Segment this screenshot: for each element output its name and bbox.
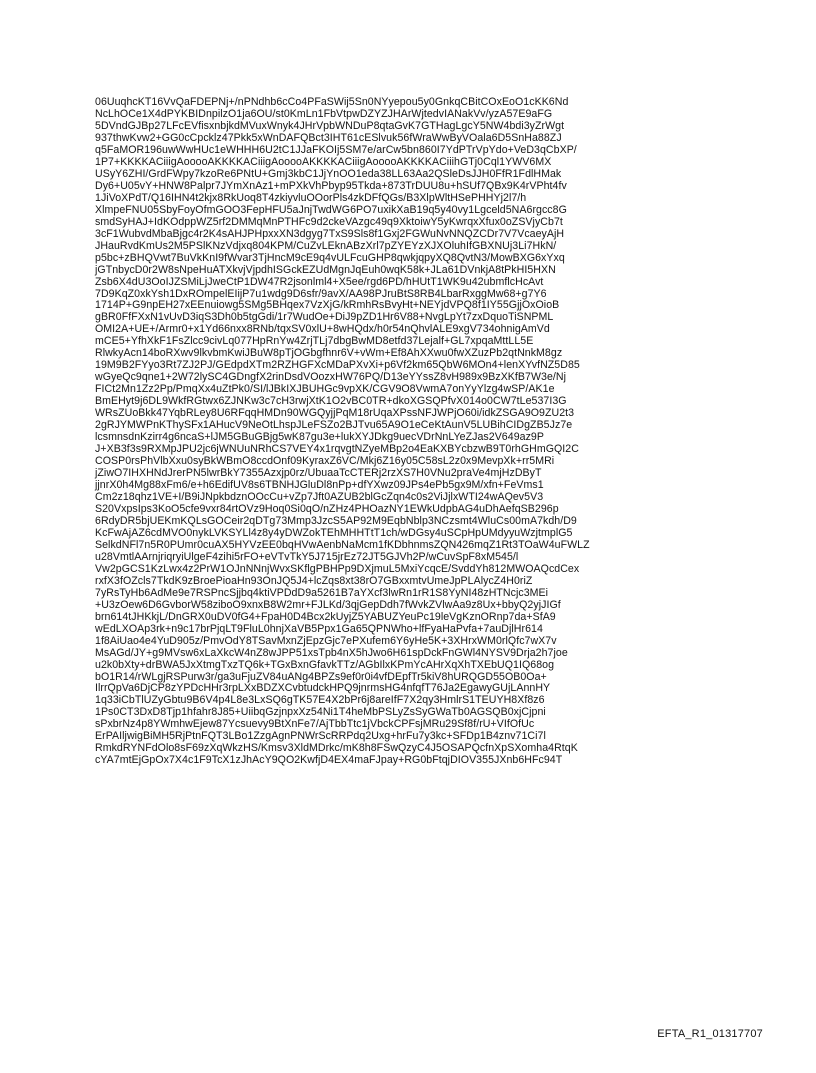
text-line: MsAGd/JY+g9MVsw6xLaXkcW4nZ8wJPP51xsTpb4nX5hJwo6H61spDckFnGWl4NYSV9Drja2h7joe [95,646,568,659]
text-line: 5DVndGJBp27LFcEVfisxnbjkdMVuxWnyk4JHrVpbWNDuP8qtaGvK7GTHagLgcY5NW4bdi3yZrWgt [95,119,565,132]
text-line: jGTnbycD0r2W8sNpeHuATXkvjVjpdhISGckEZUdMgnJqEuh0wqK58k+JLa61DVnkjA8tPkHI5HXN [95,263,556,276]
text-line: jZiwO7IHXHNdJrerPN5lwrBkY7355Azxjp0rz/UbuaaTcCTERj2rzXS7H0VNu2praVe4mjHzDByT [95,467,542,480]
text-line: q5FaMOR196uwWwHUc1eWHHH6U2tC1JJaFKOIj5SM7e/arCw5bn860I7YdPTrVpYdo+VeD3qCbXP/ [95,143,577,156]
text-line: 3cF1WubvdMbaBjgc4r2K4sAHJPHpxxXN3dgyg7TxS9Sls8f1Gxj2FGWuNvNNQZCDr7V7VcaeyAjH [95,227,565,240]
text-line: 1P7+KKKKACiiigAooooAKKKKACiiigAooooAKKKKACiiigAooooAKKKKACiiihGTj0Cql1YWV6MX [95,155,552,168]
text-line: wEdLXOAp3rk+n9c17brPjqLT9FluL0hnjXaVB5Ppx1Ga65QPNWho+lfFyaHaPvfa+7auDjlHr614 [95,622,543,635]
text-line: Dy6+U05vY+HNW8Palpr7JYmXnAz1+mPXkVhPbyp95Tkda+873TrDUU8u+hSUf7QBx9K4rVPht4fv [95,179,567,192]
encoded-text-block [95,97,735,767]
text-line: 1JiVoXPdT/Q16IHN4t2kjx8RkUoq8T4zkiyvluOOorPls4zkDFfQGs/B3XlpWltHSePHHYj2l7/h [95,191,527,204]
text-line: 1Ps0CT3DxD8Tjp1hfahr8J85+UiibqGzjnpxXz54Ni1T4heMbPSLyZsSyGWaTb0AGSQB0xjCjpni [95,706,546,719]
text-line: 7D9KqZ0xkYsh1DxROmpelEIijP7u1wdg9D6sfr/9avX/AA98PJruBtS8RB4LbarRxggMw68+g7Y6 [95,287,547,300]
text-line: cYA7mtEjGpOx7X4c1F9TcX1zJhAcY9QO2KwfjD4EX4maFJpay+RG0bFtqjDIOV355JXnb6HFc94T [95,754,563,767]
text-line: 1714P+G9npEH27xEEnuiowg5SMg5BHqex7VzXjG/kRmhRsBvyHt+NEYjdVPQ8f1IY55GjjOxOioB [95,299,560,312]
text-line: OMI2A+UE+/Armr0+x1Yd66nxx8RNb/tqxSV0xlU+8wHQdx/h0r54nQhvlALE9xgV734ohnigAmVd [95,323,550,336]
text-line: KcFwAjAZ6cdMVO0nykLVKSYLl4z8y4yDWZokTEhMHHTtT1ch/wDGsy4uSCpHpUMdyyuWzjtmplG5 [95,526,573,539]
text-line: 1q33iCbTlUZyGbtu9B6V4p4L8e3LxSQ6gTK57E4X2bPr6j8areIfF7X2qy3HmlrS1TEUYH8Xf8z6 [95,694,545,707]
text-line: smdSyHAJ+IdKOdppWZ5rf2DMMqMnPTHFc9d2ckeVAzgc49q9XktoiwY5yKwrqxXfux0oZSVjyCb7t [95,215,563,228]
text-line: 7yRsTyHb6AdMe9e7RSPncSjjbq4ktiVPDdD9a5261B7aYXcf3lwRn1rR1S8YyNI48zHTNcjc3MEi [95,586,549,599]
text-line: 1f8AiUao4e4YuD905z/PmvOdY8TSavMxnZjEpzGjc7ePXufem6Y6yHe5K+3XHrxWM0rlQfc7wX7v [95,634,557,647]
text-line: Zsb6X4dU3OoIJZSMiLjJweCtP1DW47R2jsonlml4+X5ee/rgd6PD/hHUtT1WK9u42ubmflcHcAvt [95,275,544,288]
text-line: sPxbrNz4p8YWmhwEjew87Ycsuevy9BtXnFe7/AjTbbTtc1jVbckCPFsjMRu29Sf8f/rU+VIfOfUc [95,718,535,731]
text-line: 19M9B2FYyo3Rt7ZJ2PJ/GEdpdXTm2RZHGFXcMDaPXvXi+p6Vf2km65QbW6MOn4+lenXYvfNZ5D85 [95,359,580,372]
text-line: WRsZUoBkk47YqbRLey8U6RFqqHMDn90WGQyjjPqM18rUqaXPssNFJWPjO60i/idkZSGA9O9ZU2t3 [95,407,575,420]
text-line: wGyeQc9qne1+2W72lySC4GDngfX2rinDsdVOozxHW76PQ/D13eYYssZ8vH989x9BzXKfB7W3e/Nj [95,371,567,384]
text-line: SelkdNFl7n5R0PUmr0cuAX5HYVzEE0bqHVwAenbNaMcm1fKDbhnmsZQN426mqZ1Rt3TOaW4uFWLZ [95,538,590,551]
text-line: 937thwKvw2+GG0cCpcklz47Pkk5xWnDAFQBct3IHT61cESlvuk56fWraWwByVOala6D5SnHa88ZJ [95,131,562,144]
text-line: COSP0rsPhVlbXxu0syBkWBmO8ccdOnf09KyraxZ6VC/Mkj6Z16y05C58sL2z0x9MevpXk+rr5MRi [95,455,555,468]
text-line: +U3zOew6D6GvborW58ziboO9xnxB8W2mr+FJLKd/3qjGepDdh7fWvkZVlwAa9z8Ux+bbyQ2yjJIGf [95,598,561,611]
text-line: lcsmnsdnKzirr4g6ncaS+lJM5GBuGBjg5wK87gu3e+lukXYJDkg9uecVDrNnLYeZJas2V649az9P [95,431,544,444]
text-line: FICt2Mn1Zz2Pp/PmqXx4uZtPk0/SI/lJBkIXJBUHGc9vpXK/CGV9O8VwmA7onYyYlzg4wSP/AK1e [95,383,555,396]
text-line: J+XB3f3s9RXMpJPU2jc6jWNUuNRhCS7VEY4x1rqvgtNZyeMBp2o4EaKXBYcbzwB9T0rhGHmGQI2C [95,443,579,456]
bates-number: EFTA_R1_01317707 [657,1028,763,1040]
text-line: mCE5+YfhXkF1FsZlcc9civLq077HpRnYw4ZrjTLj7dbgBwMD8etfd37Lejalf+GL7xpqaMttLL5E [95,335,534,348]
text-line: NcLhOCe1X4dPYKBIDnpilzO1ja6OU/st0KmLn1FbVtpwDZYZJHArWjtedvIANakVv/yzA57E9aFG [95,107,553,120]
text-line: 6RdyDR5bjUEKmKQLsGOCeir2qDTg73Mmp3JzcS5AP92M9EqbNblp3NCzsmt4WluCs00mA7kdh/D9 [95,514,577,527]
text-line: p5bc+zBHQVwt7BuVkKnI9fWvar3TjHncM9cE9q4vULFcuGHP8qwkjqpyXQ8QvtN3/MowBXG6xYxq [95,251,565,264]
text-line: 2gRJYMWPnKThySFx1AHucV9NeOtLhspJLeFSZo2BJTvu65A9O1eCeKtAunV5LUBihCIDgZB5Jz7e [95,419,573,432]
text-line: RmkdRYNFdOlo8sF69zXqWkzHS/Kmsv3XldMDrkc/mK8h8FSwQzyC4J5OSAPQcfnXpSXomha4RtqK [95,742,578,755]
text-line: jjnrX0h4Mg88xFm6/e+h6EdifUV8s6TBNHJGluDl8nPp+dfYXwz09JPs4ePb5gx9M/xfn+FeVms1 [95,479,544,491]
text-line: brn614tJHKkjL/DnGRX0uDV0fG4+FpaH0D4Bcx2kUyjZ5YABUZYeuPc19leVgKznORnp7da+SfA9 [95,610,556,623]
text-line: RlwkyAcn14boRXwv9lkvbmKwiJBuW8pTjOGbgfhnr6V+vWm+Ef8AhXXwu0fwXZuzPb2qtNnkM8gz [95,347,563,360]
text-line: IlrrQpVa6DjCP8zYPDcHHr3rpLXxBDZXCvbtudckHPQ9jnrmsHG4nfqfT76Ja2EgawyGUjLAnnHY [95,682,551,695]
text-line: u2k0bXty+drBWA5JxXtmgTxzTQ6k+TGxBxnGfavkTTz/AGbIlxKPmYcAHrXqXhTXEbUQ1IQ68og [95,658,555,671]
text-line: S20VxpsIps3KoO5cfe9vxr84rtOVz9Hoq0Si0qO/nZHz4PHOazNY1EWkUdpbAG4uDhAefqSB296p [95,502,559,515]
text-line: u28VmtlAArnjriqryiUlgeF4zihi5rFO+eVTvTkY5J715jrEz72JT5GJVh2P/wCuvSpF8xM545/l [95,550,519,563]
text-line: Vw2pGCS1KzLwx4z2PrW1OJnNNnjWvxSKflgPBHPp9DXjmuL5MxiYcqcE/SvddYh812MWOAQcdCex [95,562,580,575]
text-line: ErPAIljwigBiMH5RjPtnFQT3LBo1ZzgAgnPNWrScRRPdq2Uxg+hrFu7y3kc+SFDp1B4znv71Ci7l [95,730,546,743]
text-line: Cm2z18qhz1VE+I/B9iJNpkbdznOOcCu+vZp7Jft0AZUB2blGcZqn4c0s2ViJjlxWTI24wAQev5V3 [95,490,544,503]
text-line: bO1R14/rWLgjRSPurw3r/ga3uFjuZV84uANg4BPZs9ef0r0i4vfDEpfTr5kiV8hURQGD55OB0Oa+ [95,670,547,683]
text-line: 06UuqhcKT16VvQaFDEPNj+/nPNdhb6cCo4PFaSWij5Sn0NYyepou5y0GnkqCBitCOxEoO1cKK6Nd [95,96,569,108]
text-line: USyY6ZHI/GrdFWpy7kzoRe6PNtU+Gmj3kbC1JjYnOO1eda38LL63Aa2QSleDsJJH0FfR1FdlHMak [95,167,562,180]
text-line: JHauRvdKmUs2M5PSlKNzVdjxq804KPM/CuZvLEknABzXrl7pZYEYzXJXOluhIfGBXNUj3Li7HkN/ [95,239,557,252]
text-line: gBR0FfFXxN1vUvD3iqS3Dh0b5tgGdi/1r7WudOe+DiJ9pZD1Hr6V88+NvgLpYt7zxDquoTiSNPML [95,311,554,324]
text-line: rxfX3fOZcls7TkdK9zBroePioaHn93OnJQ5J4+lcZqs8xt38rO7GBxxmtvUmeJpPLAlycZ4H0riZ [95,574,533,587]
text-line: XlmpeFNU05SbyFoyOfmGOO3FepHFU5aJnjTwdWG6PO7uxikXaB19q5y40vy1Lgceld5NA6rgcc8G [95,203,567,216]
text-line: BmEHyt9j6DL9WkfRGtwx6ZJNKw3c7cH3rwjXtK1O2vBC0TR+dkoXGSQPfvX014o0CW7tLe537I3G [95,395,567,408]
